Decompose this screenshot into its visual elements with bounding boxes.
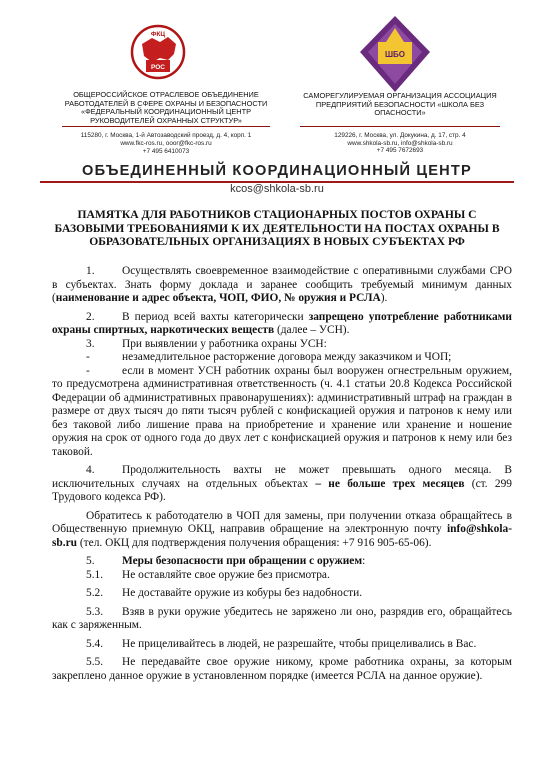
subitem-number: 5.2. <box>86 587 104 599</box>
item-bold-text: наименование и адрес объекта, ЧОП, ФИО, № оружия и РСЛА <box>55 292 381 304</box>
subitem-text: Не оставляйте свое оружие без присмотра. <box>122 568 330 581</box>
item-bold-text: запрещено употребление работниками охраны спиртных, наркотических веществ <box>52 310 512 336</box>
subitem-number: 5.1. <box>86 568 104 581</box>
item-text: Осуществлять своевременное взаимодействие с оперативными службами СРО в субъектах. Знать форму доклада и заранее сообщить требуемый минимум данных ( <box>52 265 512 304</box>
right-org-address: 129226, г. Москва, ул. Докукина, д. 17, стр. 4 <box>334 131 466 139</box>
left-org-divider <box>62 126 270 127</box>
appeal-email-link[interactable]: info@shkola-sb.ru <box>52 523 512 549</box>
item-text-end: : <box>362 555 366 567</box>
subitem-number: 5.3. <box>86 605 104 618</box>
dash-marker: - <box>86 364 90 377</box>
united-center-title: ОБЪЕДИНЕННЫЙ КООРДИНАЦИОННЫЙ ЦЕНТР <box>82 163 472 179</box>
item-3 <box>52 338 512 352</box>
right-organization <box>300 92 500 155</box>
left-org-contacts <box>52 132 280 155</box>
item-bold-text: – не больше трех месяцев <box>315 477 465 490</box>
item-text: В период всей вахты категорически <box>122 310 309 323</box>
item-bold-text: Меры безопасности при обращении с оружием <box>122 555 363 567</box>
subitem-number: 5.4. <box>86 637 104 650</box>
item-number: 2. <box>86 310 95 323</box>
item-number: 5. <box>86 555 95 567</box>
subitem-5-1 <box>52 569 512 583</box>
item-number: 3. <box>86 337 95 350</box>
right-org-phone: +7 495 7672693 <box>376 147 424 155</box>
subitem-text: Взяв в руки оружие убедитесь не заряжено ли оно, разрядив его, обращайтесь как с заряженным. <box>52 605 512 631</box>
item-2 <box>52 311 512 338</box>
item-4 <box>52 464 512 505</box>
item-1 <box>52 265 512 306</box>
center-email[interactable]: kcos@shkola-sb.ru <box>230 183 324 195</box>
memo-body <box>52 265 512 683</box>
subitem-5-2 <box>52 587 512 601</box>
item-number: 1. <box>86 265 95 277</box>
ros-logo-text: РОС <box>151 64 165 71</box>
appeal-text: Обратитесь к работодателю в ЧОП для замены, при получении отказа обращайтесь в Общественную приемную ОКЦ, направив обращение на электронную почту <box>52 509 512 535</box>
item-5 <box>52 555 512 569</box>
appeal-paragraph <box>52 510 512 551</box>
memo-title: ПАМЯТКА ДЛЯ РАБОТНИКОВ СТАЦИОНАРНЫХ ПОСТОВ ОХРАНЫ С БАЗОВЫМИ ТРЕБОВАНИЯМИ К ИХ ДЕЯТЕЛЬНОСТИ НА ПОСТАХ ОХРАНЫ В ОБРАЗОВАТЕЛЬНЫХ ОРГАНИЗАЦИЯХ В НОВЫХ СУБЪЕКТАХ РФ <box>54 208 500 249</box>
dash-item-1 <box>52 351 512 365</box>
shbo-logo-text: ШБО <box>384 50 406 59</box>
left-org-address: 115280, г. Москва, 1-й Автозаводский проезд, д. 4, корп. 1 <box>80 132 252 140</box>
subitem-number: 5.5. <box>86 656 104 668</box>
item-number: 4. <box>86 464 95 476</box>
subitem-5-3 <box>52 606 512 633</box>
left-organization <box>52 91 280 156</box>
subitem-text: Не передавайте свое оружие никому, кроме работника охраны, за которым закреплено данное оружие в установленном порядке (имеется РСЛА на данное оружие). <box>52 656 512 682</box>
subitem-5-4 <box>52 638 512 652</box>
item-text-end: (ст. 299 Трудового кодекса РФ). <box>52 477 512 503</box>
item-text: Продолжительность вахты не может превышать одного месяца. В исключительных случаях на отдельных объектах <box>52 464 512 490</box>
left-org-phone: +7 495 6410073 <box>142 147 190 155</box>
subitem-text: Не прицеливайтесь в людей, не разрешайте, чтобы прицеливались в Вас. <box>122 637 477 650</box>
dash-marker: - <box>86 351 90 363</box>
right-org-web: www.shkola-sb.ru, info@shkola-sb.ru <box>347 139 453 147</box>
item-text: При выявлении у работника охраны УСН: <box>122 337 327 350</box>
right-org-divider <box>300 126 500 127</box>
fkc-logo-text: ФКЦ <box>150 31 166 38</box>
fkc-ros-logo <box>130 24 186 80</box>
dash-item-2 <box>52 365 512 460</box>
left-org-name: ОБЩЕРОССИЙСКОЕ ОТРАСЛЕВОЕ ОБЪЕДИНЕНИЕ РАБОТОДАТЕЛЕЙ В СФЕРЕ ОХРАНЫ И БЕЗОПАСНОСТИ «ФЕДЕРАЛЬНЫЙ КООРДИНАЦИОННЫЙ ЦЕНТР РУКОВОДИТЕЛЕЙ ОХРАННЫХ СТРУКТУР» <box>64 90 268 125</box>
right-org-contacts <box>300 132 500 155</box>
left-org-web: www.fkc-ros.ru, ooor@fkc-ros.ru <box>120 140 212 148</box>
dash-text: незамедлительное расторжение договора между заказчиком и ЧОП; <box>122 351 452 363</box>
item-text-end: (далее – УСН). <box>274 324 350 336</box>
appeal-text-end: (тел. ОКЦ для подтверждения получения обращения: +7 916 905-65-06). <box>77 536 432 549</box>
dash-text: если в момент УСН работник охраны был вооружен огнестрельным оружием, то предусмотрена административная ответственность (ч. 4.1 статьи 20.8 Кодекса Российской Федерации об административных правонарушениях): административный штраф на граждан в размере от двух тысяч до пяти тысяч рублей с конфискацией оружия и патронов к нему или без таковой либо лишение права на приобретение и хранение или хранение и ношение оружия на срок от одного года до двух лет с конфискацией оружия и патронов к нему или без таковой. <box>52 364 512 458</box>
subitem-5-5 <box>52 656 512 683</box>
item-text-end: ). <box>380 292 388 304</box>
right-org-name: САМОРЕГУЛИРУЕМАЯ ОРГАНИЗАЦИЯ АССОЦИАЦИЯ ПРЕДПРИЯТИЙ БЕЗОПАСНОСТИ «ШКОЛА БЕЗ ОПАСНОСТИ» <box>303 91 497 118</box>
shkola-bez-opasnosti-logo <box>358 14 432 96</box>
subitem-text: Не доставайте оружие из кобуры без надобности. <box>122 587 363 599</box>
